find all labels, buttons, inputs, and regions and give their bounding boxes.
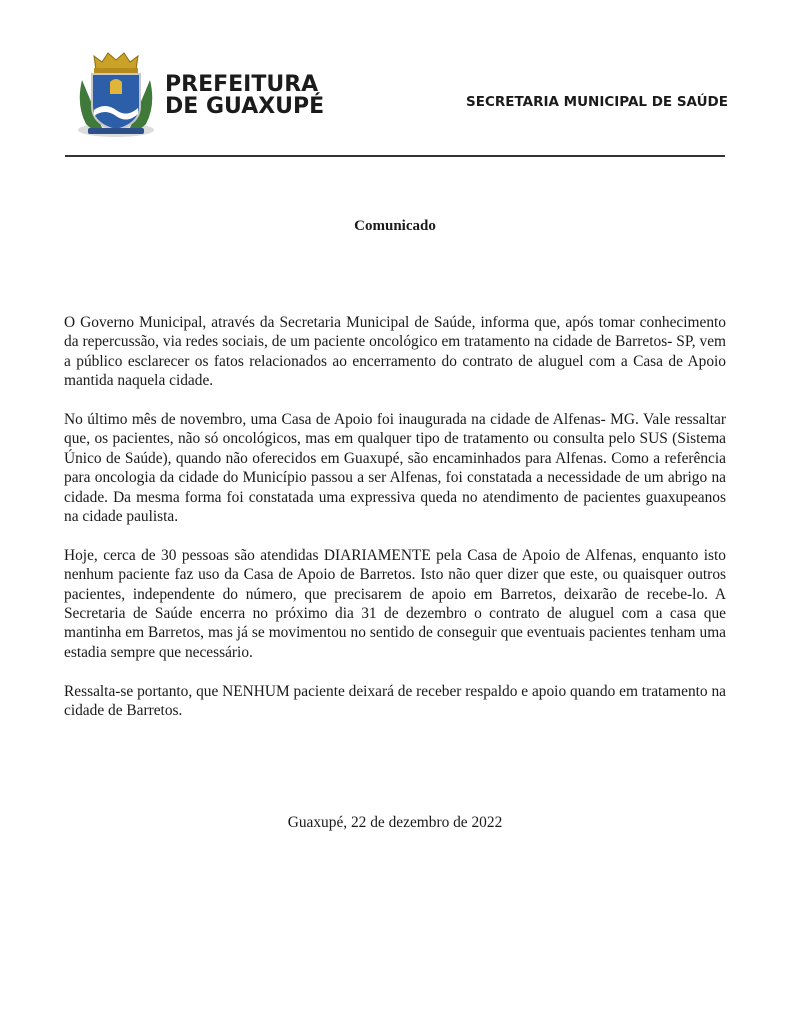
place-and-date: Guaxupé, 22 de dezembro de 2022: [287, 814, 503, 831]
brand-line-2: DE GUAXUPÉ: [165, 94, 325, 119]
coat-of-arms-icon: [72, 50, 160, 142]
brand-name: [165, 74, 324, 118]
paragraph: Hoje, cerca de 30 pessoas são atendidas DIARIAMENTE pela Casa de Apoio de Alfenas, enquanto isto nenhum paciente faz uso da Casa de Apoio de Barretos. Isto não quer dizer que este, ou quaisquer outros pacientes, independente do número, que precisarem de apoio em Barretos, deixarão de recebe-lo. A Secretaria de Saúde encerra no próximo dia 31 de dezembro o contrato de aluguel com a casa que mantinha em Barretos, mas já se movimentou no sentido de conseguir que eventuais pacientes tenham uma estadia sempre que necessário.: [64, 546, 726, 661]
document-body: [64, 313, 726, 740]
paragraph: No último mês de novembro, uma Casa de Apoio foi inaugurada na cidade de Alfenas- MG. Vale ressaltar que, os pacientes, não só oncológicos, mas em qualquer tipo de tratamento ou consulta pelo SUS (Sistema Único de Saúde), quando não oferecidos em Guaxupé, são encaminhados para Alfenas. Como a referência para oncologia da cidade do Município passou a ser Alfenas, foi constatada a necessidade de um abrigo na cidade. Da mesma forma foi constatada uma expressiva queda no atendimento de pacientes guaxupeanos na cidade paulista.: [64, 411, 726, 526]
department-name: SECRETARIA MUNICIPAL DE SAÚDE: [466, 94, 728, 110]
paragraph: O Governo Municipal, através da Secretaria Municipal de Saúde, informa que, após tomar conhecimento da repercussão, via redes sociais, de um paciente oncológico em tratamento na cidade de Barretos- SP, vem a público esclarecer os fatos relacionados ao encerramento do contrato de aluguel com a Casa de Apoio mantida naquela cidade.: [64, 314, 726, 390]
paragraph: Ressalta-se portanto, que NENHUM paciente deixará de receber respaldo e apoio quando em tratamento na cidade de Barretos.: [64, 682, 726, 720]
letterhead: [0, 0, 800, 160]
brand-line-1: PREFEITURA: [165, 72, 319, 97]
header-divider: [65, 155, 725, 157]
document-title: Comunicado: [354, 218, 436, 234]
